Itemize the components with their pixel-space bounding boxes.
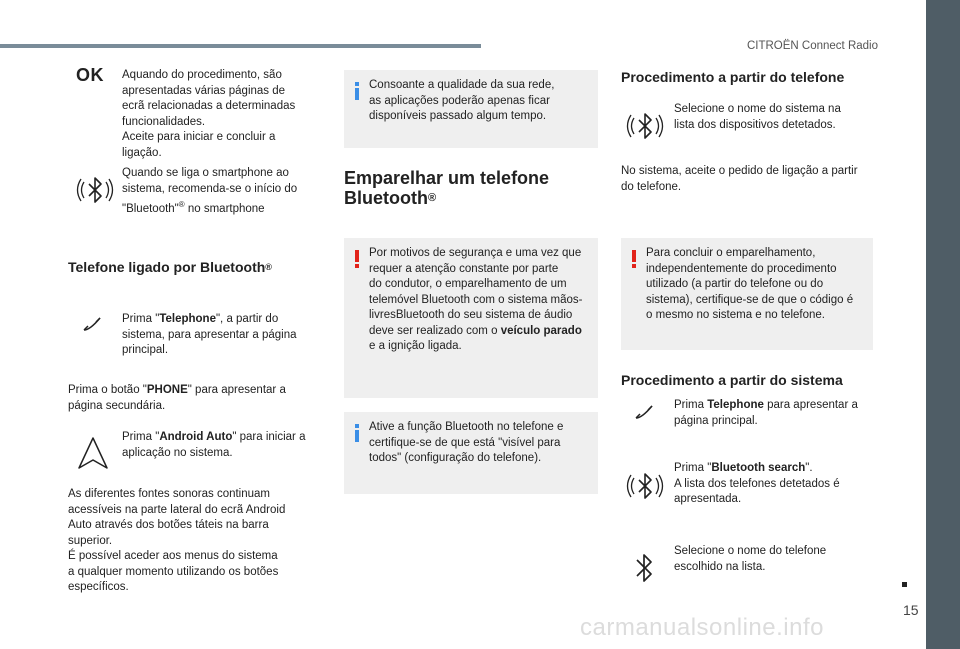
end-marker	[902, 582, 907, 587]
phone-button-text: Prima o botão "PHONE" para apresentar a página secundária.	[68, 384, 286, 412]
section-title-from-phone: Procedimento a partir do telefone	[621, 69, 845, 85]
android-auto-text: Prima "Android Auto" para iniciar a aplicação no sistema.	[122, 431, 306, 459]
select-system-text: Selecione o nome do sistema na lista dos dispositivos detetados.	[674, 103, 841, 131]
bluetooth-signal-icon	[626, 466, 664, 510]
bluetooth-search-step: Prima "Bluetooth search". A lista dos telefones detetados é apresentada.	[674, 462, 840, 505]
press-telephone-text: Prima "Telephone", a partir do sistema, para apresentar a página principal.	[122, 313, 297, 356]
bluetooth-text: Quando se liga o smartphone ao sistema, recomenda-se o início do "Bluetooth"® no smartphone	[122, 167, 298, 215]
warning-box-code: Para concluir o emparelhamento, independentemente do procedimento utilizado (a partir do telefone ou do sistema), certifique-se de que o código é o mesmo no sistema e no telefone.	[621, 238, 873, 350]
accept-request-text: No sistema, aceite o pedido de ligação a partir do telefone.	[621, 165, 858, 193]
ok-text: Aquando do procedimento, são apresentadas várias páginas de ecrã relacionadas a determinadas funcionalidades. Aceite para iniciar e concluir a ligação.	[122, 69, 296, 159]
bluetooth-signal-icon	[626, 106, 664, 150]
warning-icon	[354, 250, 360, 268]
side-strip	[926, 0, 960, 649]
info-icon	[354, 424, 360, 442]
page-title-pair-phone: Emparelhar um telefone Bluetooth®	[344, 168, 550, 208]
info-box-network: Consoante a qualidade da sua rede, as aplicações poderão apenas ficar disponíveis passado algum tempo.	[344, 70, 598, 148]
bluetooth-icon	[632, 548, 658, 588]
sources-text: As diferentes fontes sonoras continuam acessíveis na parte lateral do ecrã Android Auto através dos botões táteis na barra superior. É possível aceder aos menus do sistema a qualquer momento utilizando os botões específicos.	[68, 488, 286, 593]
info-box-activate-bluetooth: Ative a função Bluetooth no telefone e certifique-se de que está "visível para todos" (configuração do telefone).	[344, 412, 598, 494]
telephone-icon	[632, 400, 656, 424]
press-telephone-step: Prima Telephone para apresentar a página principal.	[674, 399, 858, 427]
header-bar	[0, 44, 481, 48]
ok-icon: OK	[76, 65, 104, 85]
android-auto-icon	[76, 434, 110, 474]
bluetooth-signal-icon	[76, 170, 114, 214]
page-number: 15	[903, 602, 919, 618]
warning-box-safety: Por motivos de segurança e uma vez que requer a atenção constante por parte do condutor, o emparelhamento de um telemóvel Bluetooth com o sistema mãos- livresBluetooth do seu sistema de áudio deve ser realizado com o veículo parado e a ignição ligada.	[344, 238, 598, 398]
telephone-icon	[80, 312, 104, 336]
watermark: carmanualsonline.info	[580, 614, 824, 641]
warning-icon	[631, 250, 637, 268]
section-title-from-system: Procedimento a partir do sistema	[621, 372, 843, 388]
section-title-bluetooth-phone: Telefone ligado por Bluetooth®	[68, 259, 272, 275]
info-icon	[354, 82, 360, 100]
header-title: CITROËN Connect Radio	[746, 40, 878, 52]
select-phone-step: Selecione o nome do telefone escolhido na lista.	[674, 545, 827, 573]
